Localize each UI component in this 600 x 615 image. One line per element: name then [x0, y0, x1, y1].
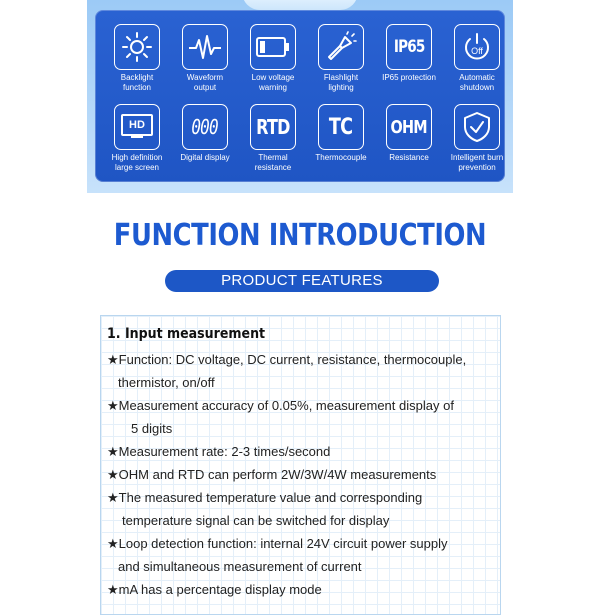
feature-hd-screen: [102, 104, 172, 173]
ip65-glyph: IP65: [393, 37, 425, 57]
feature-label: Thermocouple: [315, 153, 367, 162]
item-line-cont: 5 digits: [131, 420, 173, 436]
list-item: [107, 395, 497, 440]
feature-label: Backlight function: [120, 73, 154, 92]
feature-ip65: [374, 24, 444, 83]
item-line: ★Measurement accuracy of 0.05%, measurement display of: [107, 398, 454, 413]
item-line: ★Loop detection function: internal 24V circuit power supply: [107, 536, 448, 551]
feature-auto-shutdown: [442, 24, 512, 93]
hd-screen-icon: [114, 104, 160, 150]
list-item: [107, 441, 497, 464]
feature-burn-prevention: [442, 104, 512, 173]
item-line: ★The measured temperature value and corresponding: [107, 490, 423, 505]
feature-label: Automatic shutdown: [459, 73, 495, 92]
waveform-icon: [182, 24, 228, 70]
ohm-icon: [386, 104, 432, 150]
feature-label: Resistance: [389, 153, 429, 162]
feature-label: Flashlight lighting: [323, 73, 359, 92]
item-line: ★Function: DC voltage, DC current, resistance, thermocouple,: [107, 352, 467, 367]
feature-low-voltage: [238, 24, 308, 93]
section-heading: FUNCTION INTRODUCTION: [113, 218, 487, 253]
power-off-icon: [454, 24, 500, 70]
feature-backlight: [102, 24, 172, 93]
rtd-glyph: RTD: [256, 115, 290, 139]
shield-check-icon: [454, 104, 500, 150]
card-title: 1. Input measurement: [107, 326, 266, 342]
tc-glyph: TC: [329, 114, 353, 140]
feature-banner: [87, 0, 513, 193]
feature-tc: [306, 104, 376, 163]
feature-label: High definition large screen: [111, 153, 163, 172]
input-measurement-card: [100, 315, 501, 615]
feature-label: Low voltage warning: [251, 73, 295, 92]
feature-ohm: [374, 104, 444, 163]
list-item: [107, 464, 497, 487]
feature-label: Waveform output: [186, 73, 224, 92]
feature-digital-display: [170, 104, 240, 163]
feature-panel: [95, 10, 505, 182]
rtd-icon: [250, 104, 296, 150]
device-base-graphic: [242, 0, 358, 10]
list-item: [107, 579, 497, 602]
item-line-cont: and simultaneous measurement of current: [118, 558, 362, 574]
item-line-cont: thermistor, on/off: [118, 374, 215, 390]
feature-label: Thermal resistance: [254, 153, 292, 172]
feature-waveform: [170, 24, 240, 93]
feature-label: Digital display: [180, 153, 230, 162]
tc-icon: [318, 104, 364, 150]
item-line-cont: temperature signal can be switched for display: [122, 512, 390, 528]
digits-glyph: 000: [191, 115, 219, 139]
flashlight-icon: [318, 24, 364, 70]
item-line: ★OHM and RTD can perform 2W/3W/4W measurements: [107, 467, 437, 482]
ohm-glyph: OHM: [390, 116, 428, 138]
ip65-icon: [386, 24, 432, 70]
item-line: ★mA has a percentage display mode: [107, 582, 322, 597]
feature-flashlight: [306, 24, 376, 93]
digital-display-icon: [182, 104, 228, 150]
list-item: [107, 349, 497, 394]
off-text: Off: [471, 46, 483, 56]
feature-label: IP65 protection: [382, 73, 436, 82]
list-item: [107, 487, 497, 532]
feature-label: Intelligent burn prevention: [450, 153, 504, 172]
backlight-icon: [114, 24, 160, 70]
low-battery-icon: [250, 24, 296, 70]
feature-rtd: [238, 104, 308, 173]
list-item: [107, 533, 497, 578]
product-features-banner: PRODUCT FEATURES: [165, 270, 439, 292]
item-line: ★Measurement rate: 2-3 times/second: [107, 444, 331, 459]
hd-text: HD: [129, 119, 145, 131]
